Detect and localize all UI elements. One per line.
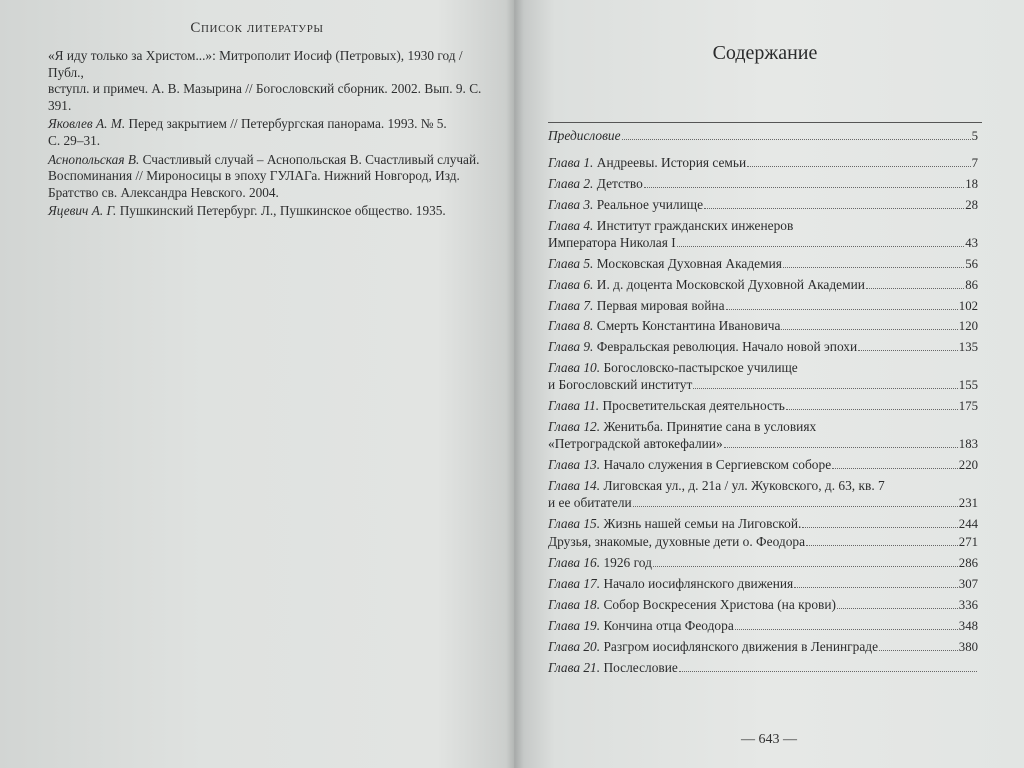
page-number: — 643 — (741, 732, 797, 747)
toc-chapter-number: Глава 20. (548, 638, 601, 654)
bibliography-text: Перед закрытием // Петербургская панорама. 1993. № 5. (125, 116, 447, 132)
bibliography-text: Воспоминания // Мироносицы в эпоху ГУЛАГа. Нижний Новгород, Изд. Братство св. Александра Невского. 2004. (48, 168, 460, 200)
toc-dot-leader (786, 398, 958, 410)
toc-entry[interactable] (548, 176, 978, 193)
toc-dot-leader (653, 555, 958, 567)
toc-dot-leader (806, 534, 958, 546)
toc-chapter-number: Глава 6. (548, 276, 594, 292)
toc-chapter-title: Кончина отца Феодора (603, 617, 734, 633)
toc-dot-leader (802, 516, 957, 528)
toc-page-number: 271 (958, 534, 978, 549)
toc-chapter-number: Глава 17. (548, 575, 601, 591)
toc-chapter-title: и Богословский институт (548, 377, 693, 393)
toc-chapter-number: Глава 8. (548, 318, 594, 334)
toc-entry[interactable] (548, 457, 978, 474)
toc-entry[interactable] (548, 576, 978, 593)
toc-chapter-number: Глава 11. (548, 398, 600, 414)
toc-chapter-number: Глава 2. (548, 175, 594, 191)
toc-chapter-number: Глава 21. (548, 659, 601, 675)
bibliography-entry (48, 152, 500, 202)
bibliography-text: «Я иду только за Христом...»: Митрополит Иосиф (Петровых), 1930 год / Публ., (48, 48, 463, 80)
toc-dot-leader (783, 256, 964, 268)
toc-chapter-number: Глава 7. (548, 297, 594, 313)
toc-chapter-title: Жизнь нашей семьи на Лиговской. (603, 515, 802, 531)
toc-chapter-title: Друзья, знакомые, духовные дети о. Феодора (548, 533, 806, 549)
toc-page-number: 220 (958, 458, 978, 472)
toc-chapter-title: Реальное училище (596, 196, 704, 212)
toc-entry[interactable] (548, 660, 978, 677)
toc-dot-leader (858, 339, 958, 351)
toc-chapter-number: Глава 15. (548, 515, 601, 531)
toc-chapter-title: Начало иосифлянского движения (603, 575, 794, 591)
toc-page-number: 102 (958, 298, 978, 313)
toc-chapter-number: Глава 3. (548, 196, 594, 212)
bibliography-entry (48, 48, 500, 114)
bibliography-text: вступл. и примеч. А. В. Мазырина // Богословский сборник. 2002. Вып. 9. С. 391. (48, 81, 482, 113)
bibliography-text: С. 29–31. (48, 132, 101, 148)
book-gutter (506, 0, 524, 768)
toc-entry[interactable] (548, 360, 978, 394)
toc-chapter-title: Лиговская ул., д. 21а / ул. Жуковского, д. 63, кв. 7 (603, 477, 885, 493)
bibliography-entry (48, 116, 500, 149)
table-of-contents (548, 128, 978, 681)
toc-dot-leader (724, 436, 958, 448)
toc-dot-leader (837, 597, 958, 609)
toc-entry[interactable] (548, 478, 978, 512)
toc-entry[interactable] (548, 197, 978, 214)
toc-page-number: 380 (958, 639, 978, 654)
toc-entry[interactable] (548, 318, 978, 335)
bibliography-author: Яковлев А. М. (48, 116, 126, 132)
toc-page-number: 5 (971, 129, 978, 143)
toc-page-number: 231 (958, 495, 978, 510)
toc-page-number: 244 (958, 516, 978, 531)
toc-page-number: 175 (958, 399, 978, 414)
toc-top-rule (548, 122, 982, 123)
toc-dot-leader (747, 155, 970, 167)
toc-chapter-number: Предисловие (548, 128, 621, 143)
toc-dot-leader (679, 660, 977, 672)
toc-chapter-number: Глава 9. (548, 339, 594, 355)
toc-page-number: 18 (965, 176, 978, 191)
toc-entry[interactable] (548, 298, 978, 315)
bibliography (48, 48, 500, 222)
toc-chapter-title: И. д. доцента Московской Духовной Академии (596, 276, 865, 292)
toc-dot-leader (832, 457, 958, 469)
toc-chapter-number: Глава 4. (548, 217, 594, 233)
running-head: Список литературы (190, 20, 324, 36)
toc-entry[interactable] (548, 618, 978, 635)
toc-chapter-title: Первая мировая война (596, 297, 725, 313)
toc-entry[interactable] (548, 597, 978, 614)
toc-dot-leader (622, 128, 971, 140)
toc-chapter-title: Богословско-пастырское училище (603, 360, 798, 376)
toc-entry[interactable] (548, 277, 978, 294)
toc-entry[interactable] (548, 516, 978, 533)
toc-page-number: 286 (958, 555, 978, 570)
toc-page-number: 86 (965, 277, 978, 292)
toc-page-number: 183 (958, 437, 978, 452)
toc-dot-leader (677, 235, 965, 247)
toc-chapter-title: Начало служения в Сергиевском соборе (603, 457, 832, 472)
toc-entry[interactable] (548, 398, 978, 415)
toc-dot-leader (693, 377, 958, 389)
toc-chapter-title: Институт гражданских инженеров (596, 217, 794, 233)
toc-chapter-number: Глава 13. (548, 457, 601, 472)
toc-chapter-title: Собор Воскресения Христова (на крови) (603, 596, 836, 612)
toc-chapter-title: и ее обитатели (548, 494, 632, 510)
bibliography-author: Аснопольская В. (48, 151, 140, 167)
toc-chapter-number: Глава 16. (548, 554, 601, 570)
toc-chapter-title: Андреевы. История семьи (596, 154, 747, 170)
toc-entry[interactable] (548, 339, 978, 356)
toc-entry[interactable] (548, 128, 978, 145)
toc-dot-leader (644, 176, 964, 188)
toc-page-number: 307 (958, 576, 978, 591)
toc-chapter-title: Смерть Константина Ивановича (596, 318, 781, 334)
toc-chapter-title: Послесловие (603, 659, 678, 675)
toc-page-number: 348 (958, 618, 978, 633)
toc-entry[interactable] (548, 218, 978, 252)
toc-entry[interactable] (548, 534, 978, 551)
toc-page-number: 43 (965, 235, 978, 250)
toc-page-number: 155 (958, 378, 978, 393)
toc-chapter-title: Детство (596, 175, 643, 191)
toc-chapter-title: Февральская революция. Начало новой эпохи (596, 339, 858, 355)
toc-page-number: 56 (965, 256, 978, 271)
toc-page-number: 28 (965, 197, 978, 212)
toc-entry[interactable] (548, 155, 978, 172)
toc-dot-leader (781, 318, 957, 330)
toc-chapter-number: Глава 12. (548, 419, 601, 435)
toc-title: Содержание (712, 42, 818, 64)
toc-chapter-title: Просветительская деятельность (602, 398, 785, 414)
toc-dot-leader (794, 576, 958, 588)
toc-page-number: 7 (971, 155, 978, 170)
toc-chapter-title: Женитьба. Принятие сана в условиях (603, 419, 817, 435)
bibliography-entry (48, 203, 500, 220)
toc-entry[interactable] (548, 256, 978, 273)
toc-entry[interactable] (548, 555, 978, 572)
toc-chapter-number: Глава 10. (548, 360, 601, 376)
toc-dot-leader (633, 495, 958, 507)
toc-chapter-number: Глава 14. (548, 477, 601, 493)
toc-page-number: 336 (958, 597, 978, 612)
toc-entry[interactable] (548, 419, 978, 453)
toc-dot-leader (704, 197, 964, 209)
toc-chapter-title: 1926 год (603, 554, 652, 570)
toc-dot-leader (726, 298, 958, 310)
bibliography-text: Счастливый случай – Аснопольская В. Счастливый случай. (139, 151, 480, 167)
bibliography-author: Яцевич А. Г. (48, 203, 117, 219)
toc-chapter-title: Императора Николая I (548, 234, 676, 250)
toc-chapter-number: Глава 19. (548, 617, 601, 633)
toc-page-number: 135 (958, 340, 978, 355)
toc-dot-leader (879, 639, 958, 651)
toc-chapter-number: Глава 1. (548, 154, 594, 170)
toc-chapter-title: «Петроградской автокефалии» (548, 436, 723, 452)
toc-page-number: 120 (958, 319, 978, 334)
toc-dot-leader (735, 618, 958, 630)
toc-chapter-number: Глава 5. (548, 255, 594, 271)
toc-chapter-title: Разгром иосифлянского движения в Ленинграде (603, 638, 879, 654)
toc-chapter-number: Глава 18. (548, 596, 601, 612)
bibliography-text: Пушкинский Петербург. Л., Пушкинское общество. 1935. (116, 203, 446, 219)
toc-chapter-title: Московская Духовная Академия (596, 255, 782, 271)
toc-dot-leader (866, 277, 964, 289)
toc-entry[interactable] (548, 639, 978, 656)
